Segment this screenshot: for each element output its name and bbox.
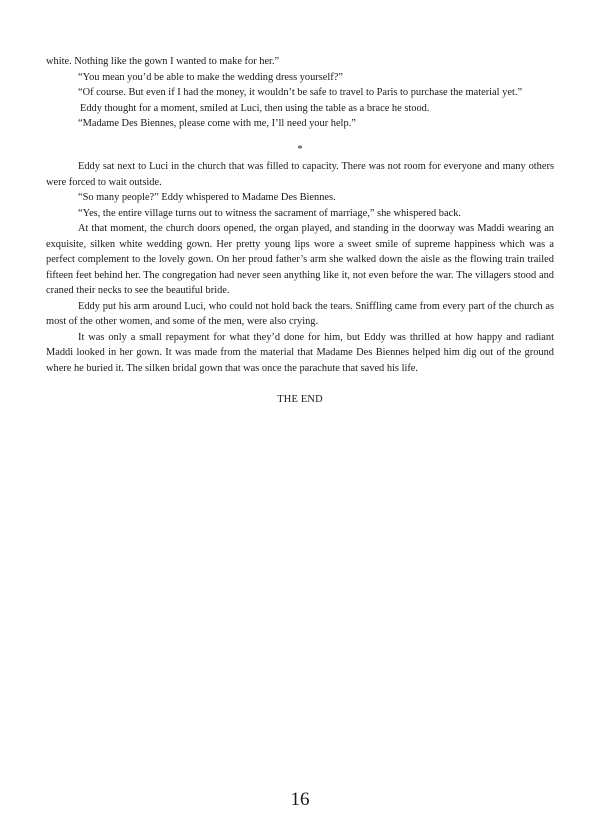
paragraph: “Of course. But even if I had the money, it wouldn’t be safe to travel to Paris to purchase the material yet.” [78, 87, 523, 98]
paragraph: “You mean you’d be able to make the wedding dress yourself?” [78, 71, 343, 83]
paragraph: At that moment, the church doors opened, the organ played, and standing in the doorway was Maddi wearing an exquisite, silken white wedding gown. Her pretty young lips wore a sweet smile of supreme happiness which was a perfect complement to the lovely gown. On her proud father’s arm she walked down the aisle as the flowing train trailed fifteen feet behind her. The congregation had never seen anything like it, not even before the war. The villagers stood and craned their necks to see the beautiful bride. [46, 223, 554, 296]
paragraph: Eddy put his arm around Luci, who could not hold back the tears. Sniffling came from every part of the church as most of the other women, and some of the men, were also crying. [46, 300, 554, 327]
paragraph: Eddy sat next to Luci in the church that was filled to capacity. There was not room for everyone and many others were forced to wait outside. [46, 161, 554, 188]
paragraph: “Yes, the entire village turns out to witness the sacrament of marriage,” she whispered back. [78, 207, 461, 219]
page-number: 16 [290, 789, 310, 810]
the-end-heading: THE END [277, 394, 323, 405]
scene-break-separator: * [297, 143, 303, 155]
paragraph: It was only a small repayment for what they’d done for him, but Eddy was thrilled at how happy and radiant Maddi looked in her gown. It was made from the material that Madame Des Biennes helped him dig out of the ground where he buried it. The silken bridal gown that was once the parachute that saved his life. [46, 331, 554, 374]
document-page [46, 54, 554, 408]
paragraph: “So many people?” Eddy whispered to Madame Des Biennes. [78, 192, 336, 203]
paragraph: “Madame Des Biennes, please come with me, I’ll need your help.” [78, 118, 356, 129]
paragraph: Eddy thought for a moment, smiled at Luci, then using the table as a brace he stood. [80, 102, 430, 114]
paragraph: white. Nothing like the gown I wanted to make for her.” [46, 56, 280, 67]
